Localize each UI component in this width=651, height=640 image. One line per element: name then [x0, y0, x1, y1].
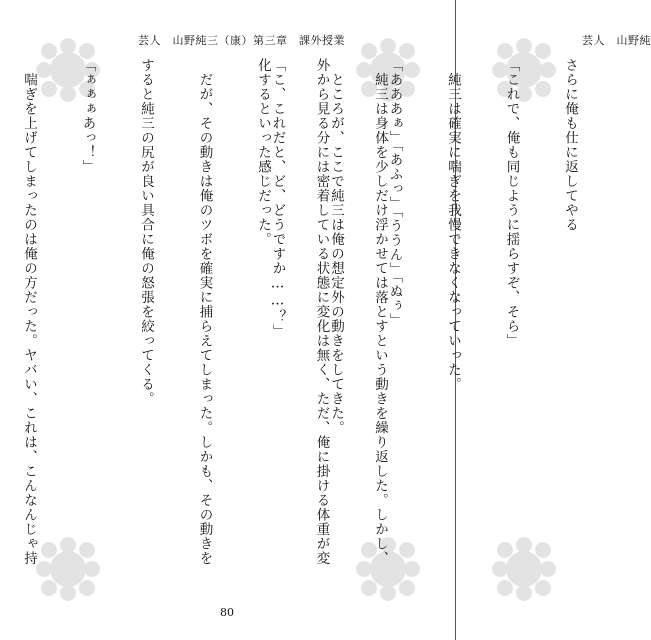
body-line: 純三は身体を少しだけ浮かせては落とすという動きを繰り返した。しかし、 [372, 58, 388, 566]
body-line: 純三は確実に喘ぎを我慢できなくなっていった。 [445, 58, 461, 392]
page-number: 80 [220, 606, 234, 619]
body-line: 「ぁぁぁあっ！」 [79, 58, 96, 174]
body-line: 化するといった感じだった。 [255, 58, 271, 247]
body-line: ところが、ここで純三は俺の想定外の動きをしてきた。 [328, 58, 344, 435]
body-line: さらに俺も仕に返してやる [562, 58, 578, 232]
left-page-header: 芸人 山野純三（康）第三章 課外授業 [138, 34, 345, 47]
body-line: だが、その動きは俺のツボを確実に捕らえてしまった。しかも、その動きを [196, 58, 213, 566]
body-line: 「あああぁ」「あふっ」「ううん」「ぬぅ」 [386, 58, 403, 328]
body-line: 外から見る分には密着している状態に変化は無く、ただ、俺に掛ける体重が変 [313, 58, 330, 566]
body-line: すると純三の尻が良い具合に俺の怒張を絞ってくる。 [138, 58, 154, 406]
right-page-body [228, 58, 618, 598]
body-line: 「これで、俺も同じように揺らすぞ、そら」 [503, 58, 520, 348]
body-line: 「こ、これだと、ど、どうですか……？」 [269, 58, 286, 339]
body-line: 喘ぎを上げてしまったのは俺の方だった。ヤバい、これは、こんなんじゃ持 [21, 58, 37, 566]
right-page-header: 芸人 山野純 [582, 34, 651, 47]
